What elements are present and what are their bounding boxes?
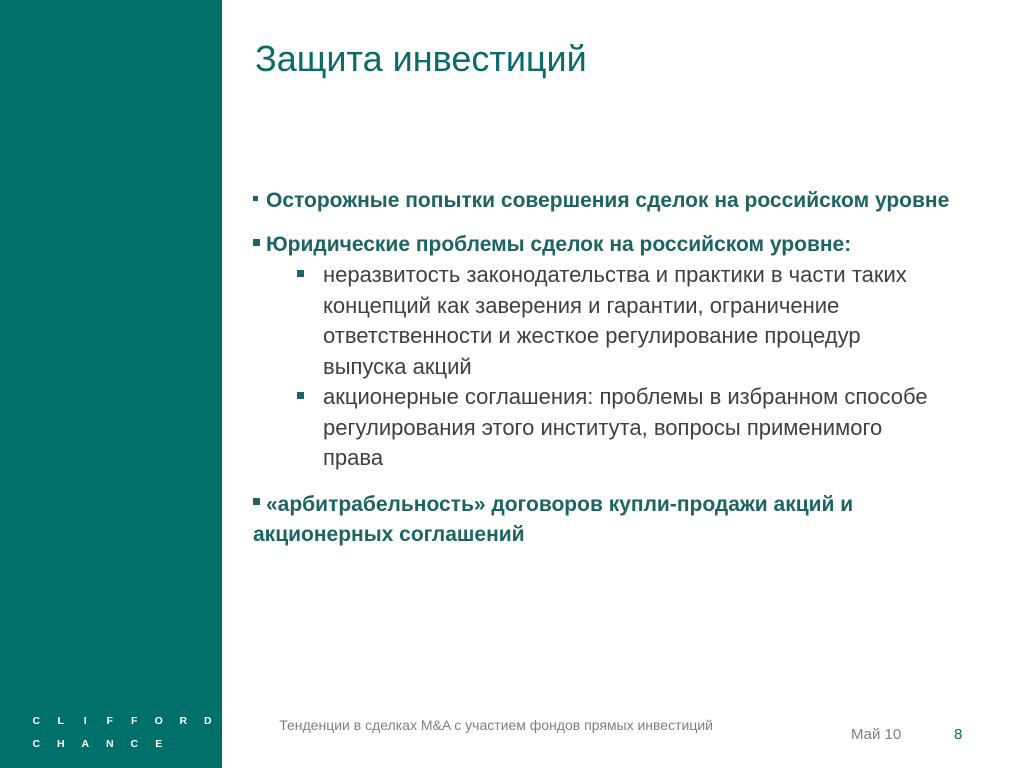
- sub-bullet-text: неразвитость законодательства и практики в части таких концепций как заверения и гарантии, ограничение ответственности и жесткое регулирование процедур выпуска акций: [323, 262, 907, 379]
- sub-bullet-text: акционерные соглашения: проблемы в избранном способе регулирования этого института, вопросы применимого права: [323, 384, 928, 470]
- bullet-text: Юридические проблемы сделок на российском уровне:: [266, 233, 852, 256]
- bullet-text: Осторожные попытки совершения сделок на российском уровне: [266, 189, 950, 212]
- bullet-square-icon: [297, 270, 304, 277]
- logo-letter: F: [106, 715, 113, 727]
- logo-line-chance: [24, 738, 171, 750]
- bullet-square-icon: [253, 239, 260, 246]
- page-number: 8: [954, 726, 963, 743]
- logo-letter: E: [155, 738, 163, 750]
- bullet-text: «арбитрабельность» договоров купли-продажи акций и акционерных соглашений: [253, 492, 854, 546]
- sub-bullet-item: [253, 260, 943, 382]
- logo-letter: O: [154, 715, 163, 727]
- sidebar-panel: [0, 0, 222, 768]
- logo-letter: R: [179, 715, 188, 727]
- logo-letter: C: [130, 738, 139, 750]
- sub-bullet-list: [253, 260, 973, 474]
- bullet-square-icon: [253, 498, 260, 505]
- footer-caption: Тенденции в сделках M&A с участием фондов прямых инвестиций: [279, 717, 713, 733]
- logo-letter: F: [131, 715, 138, 727]
- logo-letter: D: [203, 715, 212, 727]
- logo-letter: N: [105, 738, 114, 750]
- logo-letter: L: [57, 715, 64, 727]
- footer-date: Май 10: [851, 726, 902, 743]
- bullet-item: [253, 230, 893, 260]
- bullet-square-icon: [297, 392, 304, 399]
- bullet-item: [253, 490, 893, 550]
- logo-line-clifford: [24, 715, 220, 727]
- logo-letter: H: [56, 738, 65, 750]
- sub-bullet-item: [253, 382, 943, 474]
- logo-letter: A: [81, 738, 90, 750]
- slide-title: Защита инвестиций: [255, 38, 587, 79]
- logo-letter: I: [83, 715, 87, 727]
- logo-letter: C: [32, 715, 41, 727]
- slide-content: [253, 186, 973, 550]
- bullet-square-icon: [253, 196, 258, 201]
- logo-letter: C: [32, 738, 41, 750]
- bullet-item: [253, 186, 973, 216]
